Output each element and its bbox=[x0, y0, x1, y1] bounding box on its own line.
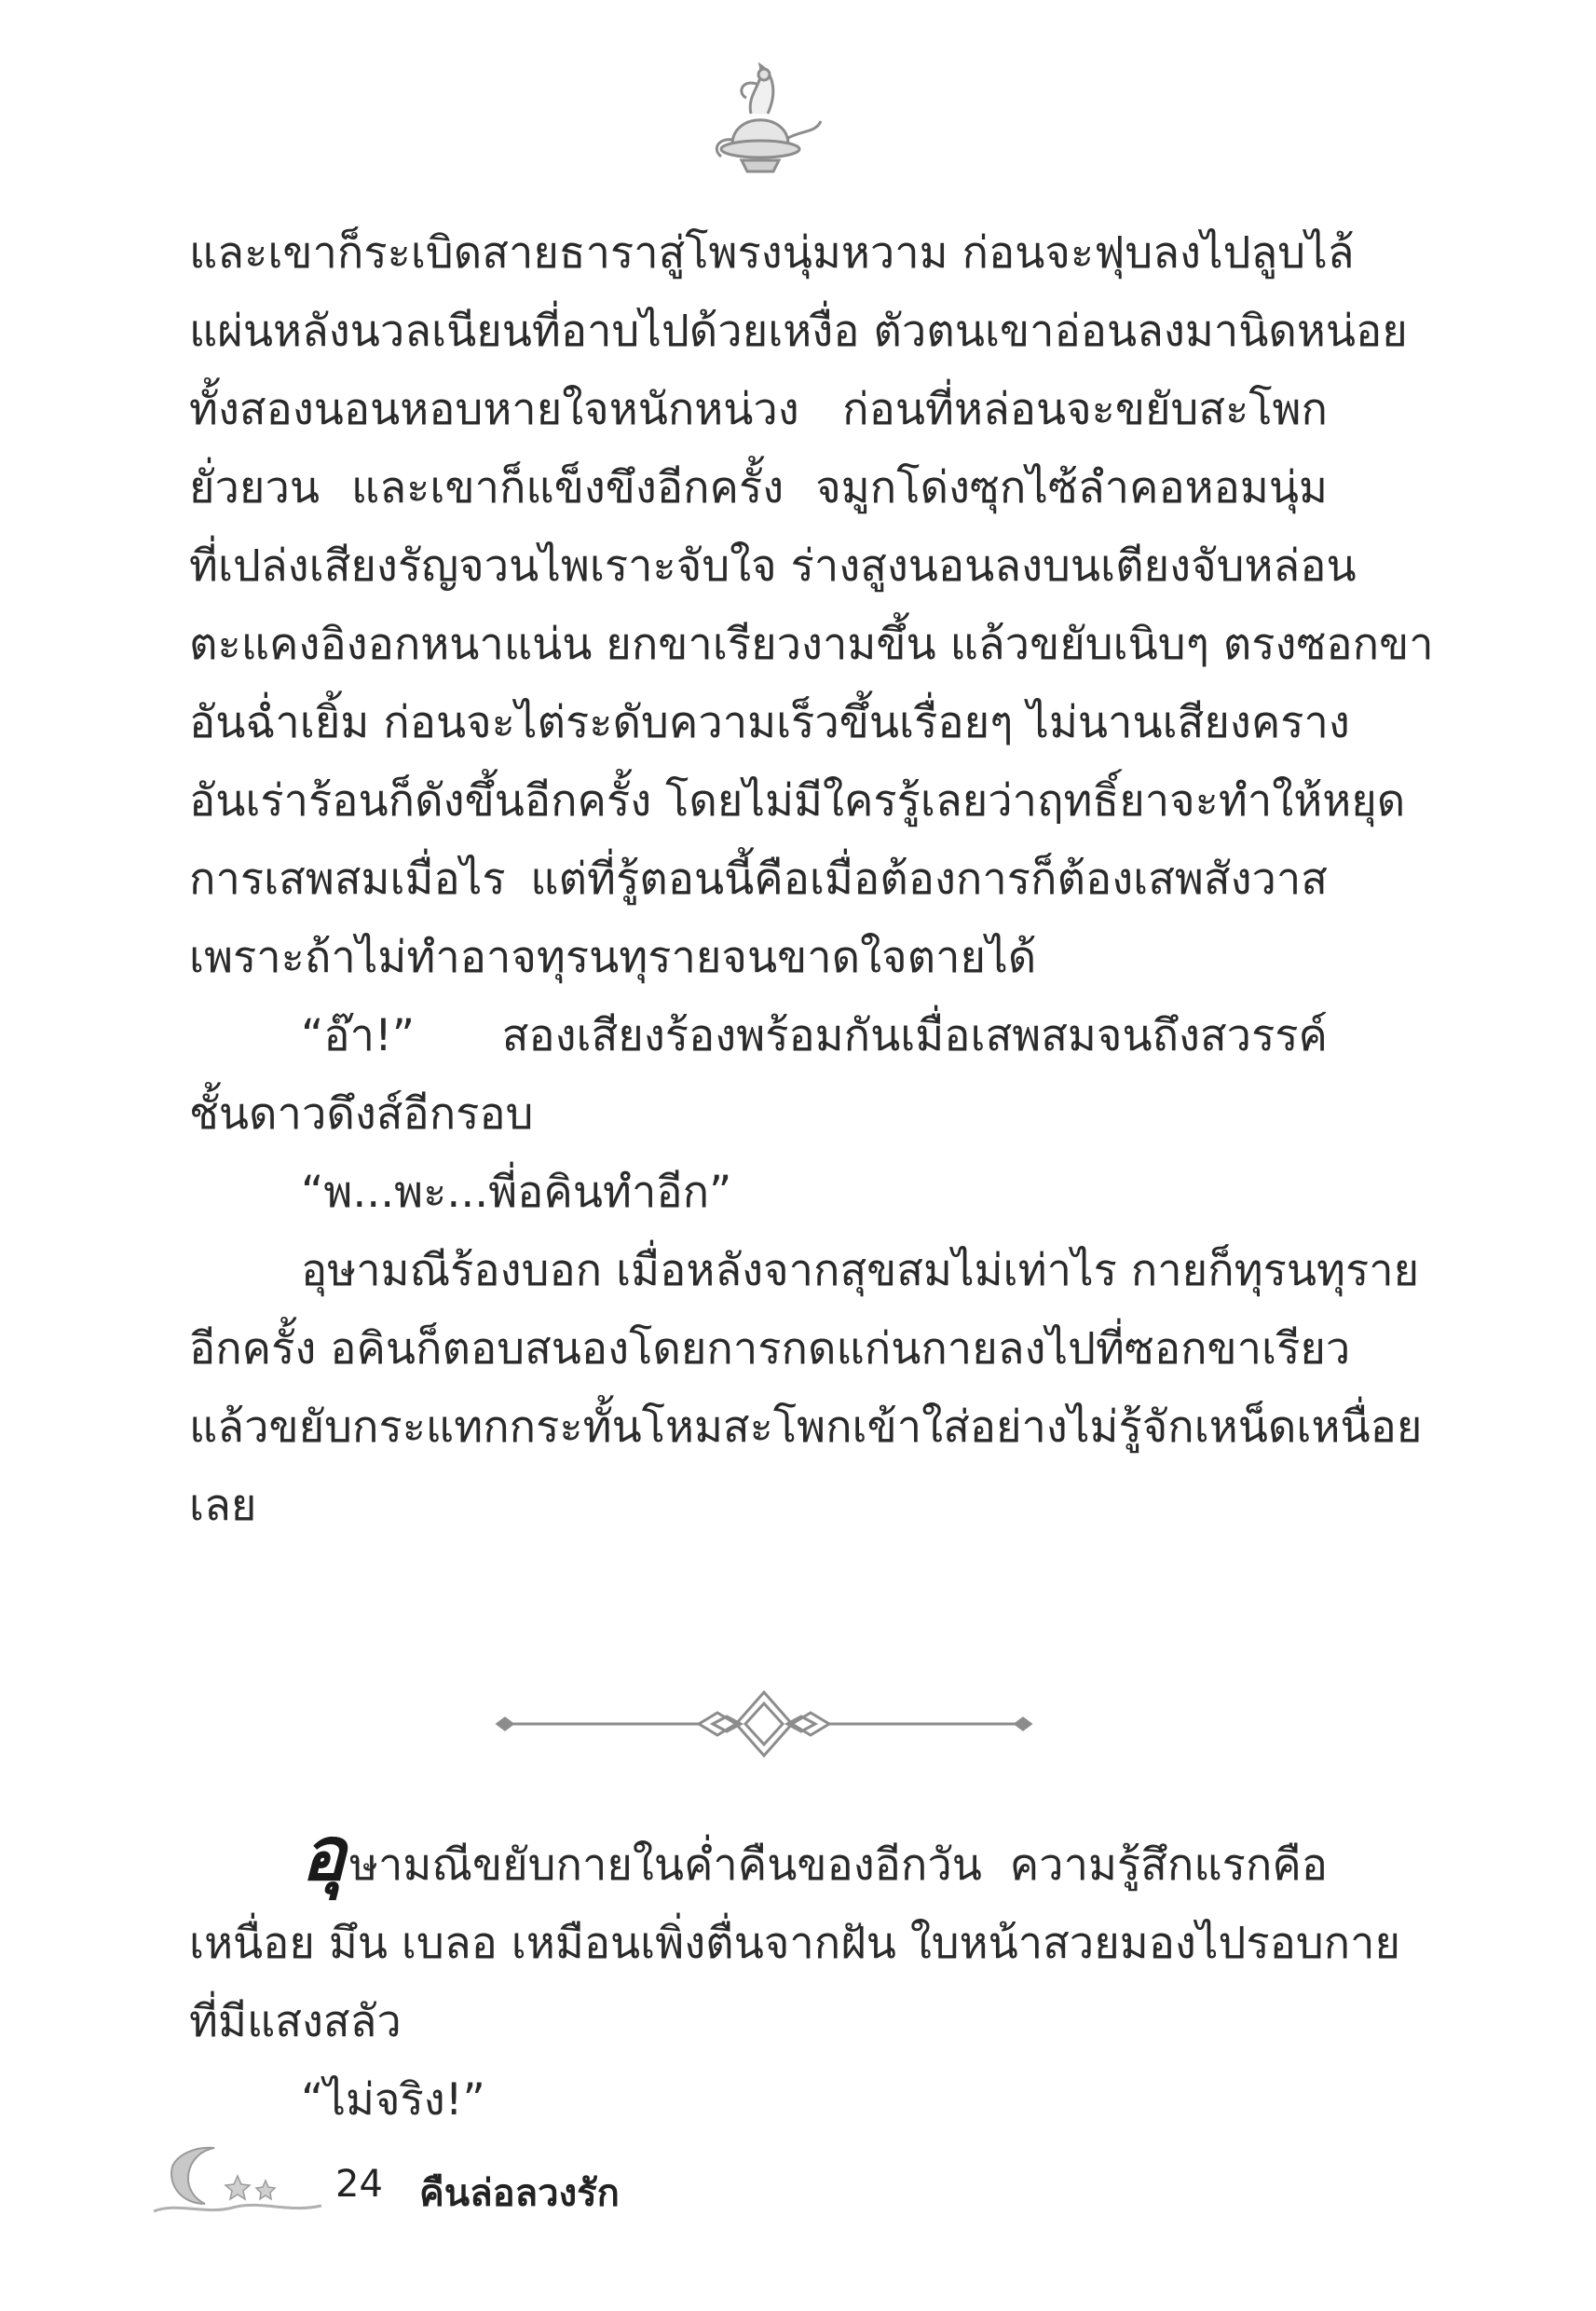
text-line: เพราะถ้าไม่ทำอาจทุรนทุรายจนขาดใจตายได้ bbox=[189, 932, 1037, 983]
crescent-moon-stars-icon bbox=[149, 2139, 326, 2222]
page-footer bbox=[149, 2139, 708, 2222]
text-line: ที่มีแสงสลัว bbox=[189, 1996, 402, 2047]
genie-lamp-icon bbox=[695, 56, 825, 196]
text-line: ษามณีขยับกายในค่ำคืนของอีกวัน ความรู้สึกแรกคือ bbox=[349, 1839, 1328, 1891]
text-line: “ไม่จริง!” bbox=[301, 2074, 485, 2126]
text-line: “พ...พะ...พี่อคินทำอีก” bbox=[301, 1167, 732, 1218]
text-line: แผ่นหลังนวลเนียนที่อาบไปด้วยเหงื่อ ตัวตนเขาอ่อนลงมานิดหน่อย bbox=[189, 306, 1408, 357]
text-line: ทั้งสองนอนหอบหายใจหนักหน่วง ก่อนที่หล่อนจะขยับสะโพก bbox=[189, 384, 1328, 435]
text-line: อุษามณีร้องบอก เมื่อหลังจากสุขสมไม่เท่าไร กายก็ทุรนทุราย bbox=[301, 1245, 1420, 1296]
text-line: อีกครั้ง อคินก็ตอบสนองโดยการกดแก่นกายลงไปที่ซอกขาเรียว bbox=[189, 1323, 1351, 1374]
text-line: ที่เปล่งเสียงรัญจวนไพเราะจับใจ ร่างสูงนอนลงบนเตียงจับหล่อน bbox=[189, 540, 1357, 592]
text-line: “อ๊า!” สองเสียงร้องพร้อมกันเมื่อเสพสมจนถึงสวรรค์ bbox=[301, 1010, 1328, 1061]
text-line: แล้วขยับกระแทกกระทั้นโหมสะโพกเข้าใส่อย่างไม่รู้จักเหน็ดเหนื่อย bbox=[189, 1402, 1423, 1453]
text-line: ตะแคงอิงอกหนาแน่น ยกขาเรียวงามขึ้น แล้วขยับเนิบๆ ตรงซอกขา bbox=[189, 619, 1434, 670]
book-title: คืนล่อลวงรัก bbox=[419, 2172, 620, 2215]
drop-cap: อุ bbox=[301, 1811, 347, 1897]
text-line: ยั่วยวน และเขาก็แข็งขึงอีกครั้ง จมูกโด่งซุกไซ้ลำคอหอมนุ่ม bbox=[189, 462, 1328, 513]
text-line: และเขาก็ระเบิดสายธาราสู่โพรงนุ่มหวาม ก่อนจะฟุบลงไปลูบไล้ bbox=[189, 227, 1355, 279]
ornament-divider-icon bbox=[494, 1687, 1034, 1761]
text-line: เลย bbox=[189, 1480, 257, 1531]
text-line-dropcap bbox=[189, 1811, 1328, 1905]
text-line: อันเร่าร้อนก็ดังขึ้นอีกครั้ง โดยไม่มีใครรู้เลยว่าฤทธิ์ยาจะทำให้หยุด bbox=[189, 775, 1406, 827]
text-line: ชั้นดาวดึงส์อีกรอบ bbox=[189, 1088, 534, 1140]
body-text-bottom bbox=[189, 1811, 1401, 2140]
text-line: เหนื่อย มึน เบลอ เหมือนเพิ่งตื่นจากฝัน ใบหน้าสวยมองไปรอบกาย bbox=[189, 1918, 1401, 1969]
page-number: 24 bbox=[335, 2163, 383, 2206]
body-text-top bbox=[189, 214, 1434, 1545]
text-line: การเสพสมเมื่อไร แต่ที่รู้ตอนนี้คือเมื่อต้องการก็ต้องเสพสังวาส bbox=[189, 854, 1328, 905]
text-line: อันฉ่ำเยิ้ม ก่อนจะไต่ระดับความเร็วขึ้นเรื่อยๆ ไม่นานเสียงคราง bbox=[189, 697, 1350, 748]
